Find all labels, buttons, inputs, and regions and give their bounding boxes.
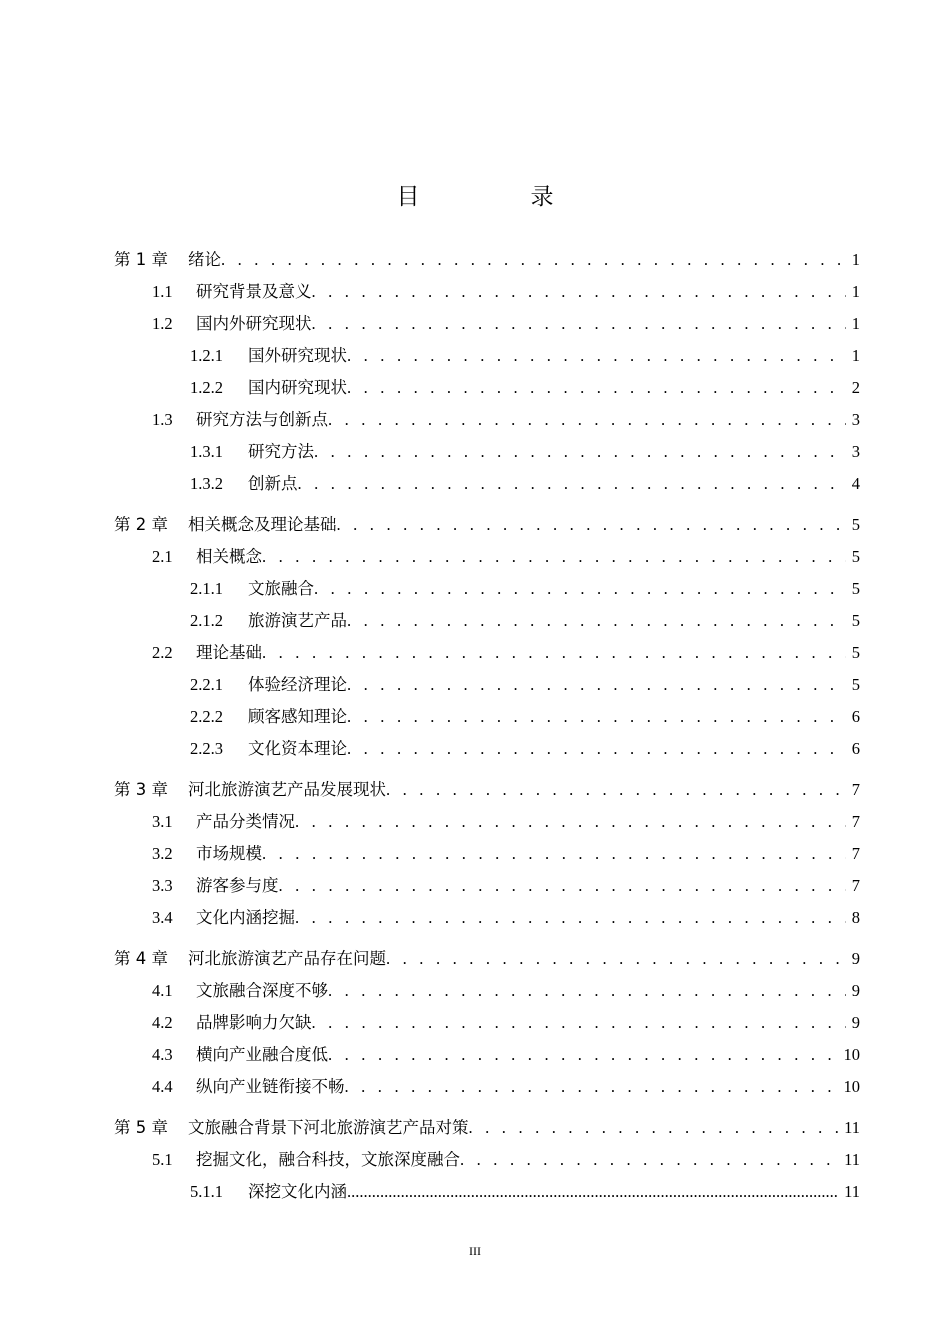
toc-entry-title: 理论基础 — [196, 643, 262, 662]
toc-entry-page: 7 — [851, 780, 860, 799]
toc-entry-title: 横向产业融合度低 — [196, 1045, 328, 1064]
toc-dot-leader — [347, 1178, 838, 1206]
toc-entry-number: 4.3 — [152, 1045, 173, 1064]
toc-subsection-entry[interactable] — [190, 1178, 860, 1206]
toc-entry-title: 研究方法 — [248, 442, 314, 461]
toc-entry-page: 6 — [851, 707, 860, 726]
toc-entry-page: 11 — [844, 1150, 860, 1169]
toc-chapter-entry[interactable] — [114, 776, 860, 804]
toc-subsection-entry[interactable] — [190, 342, 860, 370]
toc-dot-leader — [347, 671, 846, 699]
toc-entry-number: 第 5 章 — [114, 1118, 168, 1137]
toc-chapter-entry[interactable] — [114, 945, 860, 973]
toc-subsection-entry[interactable] — [190, 703, 860, 731]
toc-dot-leader — [314, 575, 846, 603]
toc-entry-number: 2.2.3 — [190, 739, 223, 758]
toc-entry-page: 5 — [851, 547, 860, 566]
toc-dot-leader — [347, 735, 846, 763]
toc-section-entry[interactable] — [152, 639, 860, 667]
toc-section-entry[interactable] — [152, 1073, 860, 1101]
toc-section-entry[interactable] — [152, 1009, 860, 1037]
toc-entry-page: 9 — [851, 981, 860, 1000]
toc-entry-number: 第 1 章 — [114, 250, 168, 269]
toc-section-entry[interactable] — [152, 872, 860, 900]
toc-dot-leader — [314, 438, 846, 466]
toc-section-entry[interactable] — [152, 406, 860, 434]
toc-dot-leader — [221, 246, 846, 274]
toc-dot-leader — [328, 977, 846, 1005]
toc-entry-title: 河北旅游演艺产品发展现状 — [188, 780, 386, 799]
toc-entry-number: 1.1 — [152, 282, 173, 301]
page-title: 目 录 — [396, 184, 598, 210]
toc-entry-title: 纵向产业链衔接不畅 — [196, 1077, 345, 1096]
toc-chapter-entry[interactable] — [114, 1114, 860, 1142]
toc-entry-page: 1 — [851, 250, 860, 269]
toc-entry-title: 体验经济理论 — [248, 675, 347, 694]
toc-dot-leader — [347, 703, 846, 731]
toc-section-entry[interactable] — [152, 904, 860, 932]
toc-entry-title: 研究背景及意义 — [196, 282, 312, 301]
toc-dot-leader — [298, 470, 846, 498]
toc-entry-number: 5.1 — [152, 1150, 173, 1169]
toc-dot-leader — [295, 808, 846, 836]
toc-entry-page: 7 — [851, 876, 860, 895]
toc-entry-page: 10 — [843, 1077, 860, 1096]
toc-entry-title: 游客参与度 — [196, 876, 279, 895]
toc-dot-leader — [295, 904, 846, 932]
toc-section-entry[interactable] — [152, 977, 860, 1005]
toc-entry-number: 3.3 — [152, 876, 173, 895]
toc-entry-title: 相关概念及理论基础 — [188, 515, 337, 534]
toc-entry-page: 1 — [851, 314, 860, 333]
toc-entry-title: 国外研究现状 — [248, 346, 347, 365]
toc-dot-leader — [347, 342, 846, 370]
toc-entry-page: 5 — [851, 611, 860, 630]
toc-entry-number: 2.1 — [152, 547, 173, 566]
toc-entry-title: 品牌影响力欠缺 — [196, 1013, 312, 1032]
toc-subsection-entry[interactable] — [190, 671, 860, 699]
toc-dot-leader — [328, 406, 846, 434]
toc-dot-leader — [347, 374, 846, 402]
toc-entry-page: 7 — [851, 812, 860, 831]
toc-entry-title: 文化内涵挖掘 — [196, 908, 295, 927]
toc-entry-number: 第 2 章 — [114, 515, 168, 534]
toc-dot-leader — [262, 840, 846, 868]
toc-entry-title: 研究方法与创新点 — [196, 410, 328, 429]
toc-entry-number: 4.4 — [152, 1077, 173, 1096]
toc-dot-leader — [386, 776, 846, 804]
toc-section-entry[interactable] — [152, 278, 860, 306]
toc-entry-number: 3.2 — [152, 844, 173, 863]
toc-section-entry[interactable] — [152, 808, 860, 836]
toc-subsection-entry[interactable] — [190, 470, 860, 498]
toc-entry-title: 国内外研究现状 — [196, 314, 312, 333]
toc-entry-page: 11 — [844, 1182, 860, 1201]
toc-subsection-entry[interactable] — [190, 607, 860, 635]
toc-entry-number: 1.2.2 — [190, 378, 223, 397]
toc-subsection-entry[interactable] — [190, 374, 860, 402]
toc-dot-leader — [347, 607, 846, 635]
toc-entry-title: 文旅融合背景下河北旅游演艺产品对策 — [188, 1118, 469, 1137]
toc-entry-number: 第 4 章 — [114, 949, 168, 968]
toc-entry-number: 1.3.1 — [190, 442, 223, 461]
toc-section-entry[interactable] — [152, 543, 860, 571]
toc-entry-title: 文旅融合 — [248, 579, 314, 598]
toc-subsection-entry[interactable] — [190, 438, 860, 466]
toc-entry-page: 4 — [851, 474, 860, 493]
toc-subsection-entry[interactable] — [190, 735, 860, 763]
toc-dot-leader — [262, 543, 846, 571]
toc-dot-leader — [469, 1114, 839, 1142]
toc-dot-leader — [460, 1146, 838, 1174]
toc-entry-page: 10 — [843, 1045, 860, 1064]
toc-chapter-entry[interactable] — [114, 511, 860, 539]
toc-entry-number: 1.3 — [152, 410, 173, 429]
toc-entry-title: 深挖文化内涵 — [248, 1182, 347, 1201]
toc-subsection-entry[interactable] — [190, 575, 860, 603]
toc-entry-number: 2.1.2 — [190, 611, 223, 630]
toc-entry-title: 文化资本理论 — [248, 739, 347, 758]
toc-entry-title: 产品分类情况 — [196, 812, 295, 831]
toc-dot-leader — [262, 639, 846, 667]
toc-entry-title: 市场规模 — [196, 844, 262, 863]
toc-chapter-entry[interactable] — [114, 246, 860, 274]
toc-entry-number: 2.2.1 — [190, 675, 223, 694]
toc-dot-leader — [337, 511, 846, 539]
toc-dot-leader — [312, 310, 846, 338]
toc-section-entry[interactable] — [152, 1041, 860, 1069]
toc-entry-page: 6 — [851, 739, 860, 758]
toc-dot-leader — [328, 1041, 838, 1069]
toc-entry-title: 国内研究现状 — [248, 378, 347, 397]
toc-section-entry[interactable] — [152, 840, 860, 868]
toc-entry-number: 1.2.1 — [190, 346, 223, 365]
page-number: III — [469, 1244, 481, 1258]
toc-section-entry[interactable] — [152, 1146, 860, 1174]
toc-entry-page: 11 — [844, 1118, 860, 1137]
toc-dot-leader — [386, 945, 846, 973]
toc-entry-page: 5 — [851, 515, 860, 534]
toc-entry-page: 3 — [851, 442, 860, 461]
toc-entry-number: 第 3 章 — [114, 780, 168, 799]
toc-entry-page: 2 — [851, 378, 860, 397]
toc-entry-number: 2.1.1 — [190, 579, 223, 598]
toc-entry-title: 河北旅游演艺产品存在问题 — [188, 949, 386, 968]
toc-entry-page: 1 — [851, 346, 860, 365]
toc-entry-title: 旅游演艺产品 — [248, 611, 347, 630]
toc-entry-page: 9 — [851, 949, 860, 968]
toc-entry-page: 5 — [851, 579, 860, 598]
toc-dot-leader — [312, 1009, 846, 1037]
toc-dot-leader — [312, 278, 846, 306]
toc-entry-number: 4.2 — [152, 1013, 173, 1032]
toc-entry-number: 1.2 — [152, 314, 173, 333]
toc-entry-page: 8 — [851, 908, 860, 927]
toc-entry-number: 2.2 — [152, 643, 173, 662]
toc-entry-page: 3 — [851, 410, 860, 429]
toc-entry-page: 5 — [851, 675, 860, 694]
toc-dot-leader — [345, 1073, 838, 1101]
toc-section-entry[interactable] — [152, 310, 860, 338]
toc-entry-title: 绪论 — [188, 250, 221, 269]
toc-entry-title: 相关概念 — [196, 547, 262, 566]
toc-entry-number: 2.2.2 — [190, 707, 223, 726]
toc-entry-page: 9 — [851, 1013, 860, 1032]
toc-entry-number: 3.4 — [152, 908, 173, 927]
toc-entry-page: 7 — [851, 844, 860, 863]
toc-entry-page: 1 — [851, 282, 860, 301]
toc-entry-title: 创新点 — [248, 474, 298, 493]
toc-entry-title: 顾客感知理论 — [248, 707, 347, 726]
toc-entry-number: 3.1 — [152, 812, 173, 831]
toc-entry-title: 挖掘文化，融合科技，文旅深度融合 — [196, 1150, 460, 1169]
toc-entry-title: 文旅融合深度不够 — [196, 981, 328, 1000]
toc-entry-page: 5 — [851, 643, 860, 662]
toc-entry-number: 4.1 — [152, 981, 173, 1000]
toc-dot-leader — [279, 872, 846, 900]
toc-entry-number: 1.3.2 — [190, 474, 223, 493]
toc-entry-number: 5.1.1 — [190, 1182, 223, 1201]
